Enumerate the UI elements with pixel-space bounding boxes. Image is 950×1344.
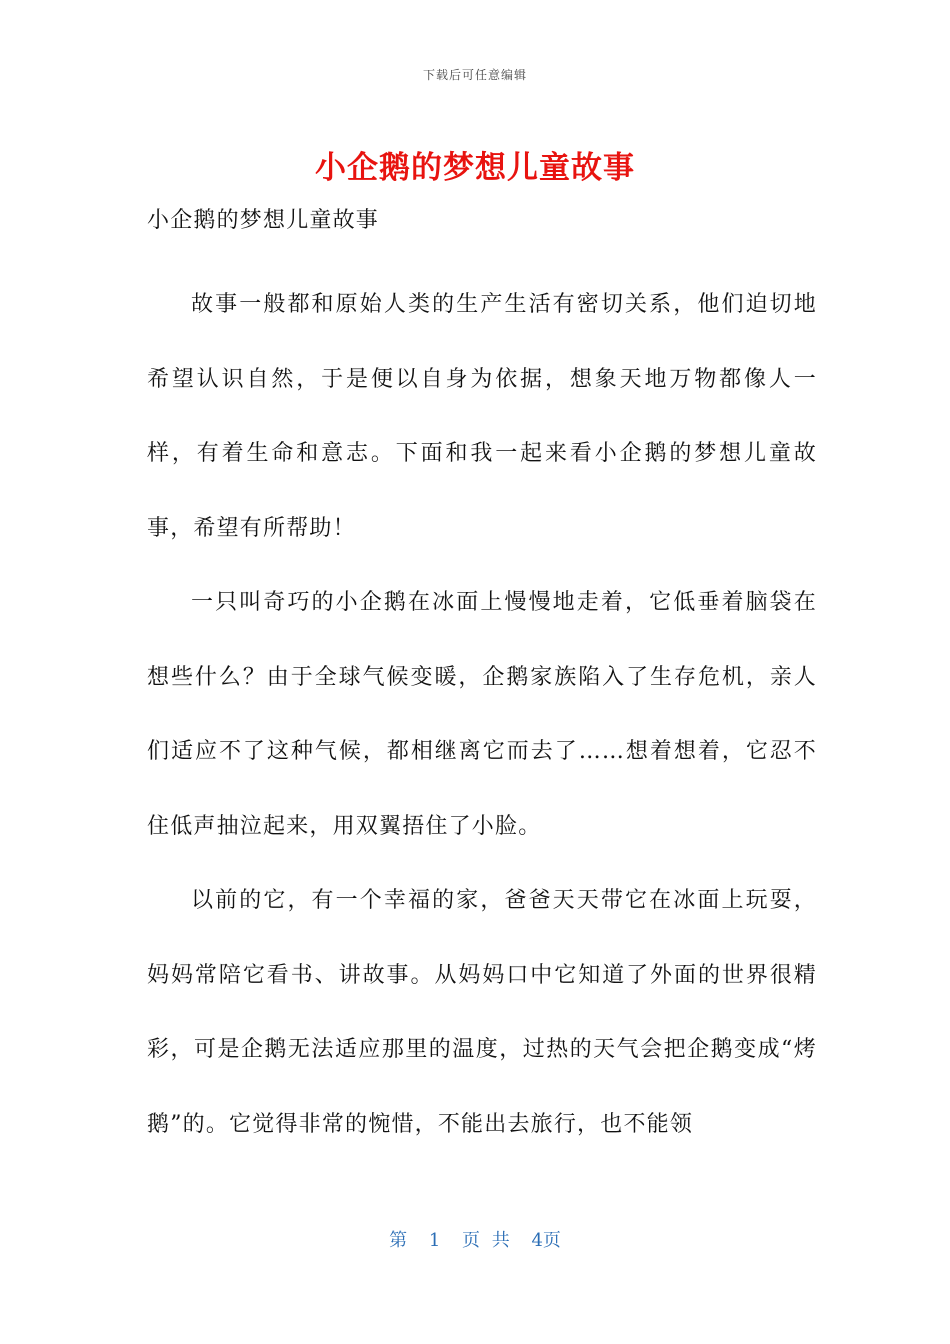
footer-middle: 页 共 [462, 1230, 510, 1251]
footer-total-pages: 4页 [531, 1230, 561, 1251]
document-body [147, 196, 817, 1162]
footer-prefix: 第 [389, 1230, 408, 1251]
footer-page-number: 1 [428, 1230, 441, 1251]
document-title: 小企鹅的梦想儿童故事 [315, 150, 635, 186]
paragraph-3: 以前的它，有一个幸福的家，爸爸天天带它在冰面上玩耍，妈妈常陪它看书、讲故事。从妈妈口中它知道了外面的世界很精彩，可是企鹅无法适应那里的温度，过热的天气会把企鹅变成“烤鹅”的。它觉得非常的惋惜，不能出去旅行，也不能领 [147, 888, 817, 1137]
paragraph-1: 故事一般都和原始人类的生产生活有密切关系，他们迫切地希望认识自然，于是便以自身为依据，想象天地万物都像人一样，有着生命和意志。下面和我一起来看小企鹅的梦想儿童故事，希望有所帮助！ [147, 292, 817, 541]
header-note: 下载后可任意编辑 [422, 68, 527, 82]
page-footer [0, 1226, 950, 1252]
paragraph-2: 一只叫奇巧的小企鹅在冰面上慢慢地走着，它低垂着脑袋在想些什么？由于全球气候变暖，企鹅家族陷入了生存危机，亲人们适应不了这种气候，都相继离它而去了……想着想着，它忍不住低声抽泣起来，用双翼捂住了小脸。 [147, 590, 817, 839]
document-subtitle: 小企鹅的梦想儿童故事 [147, 208, 380, 233]
